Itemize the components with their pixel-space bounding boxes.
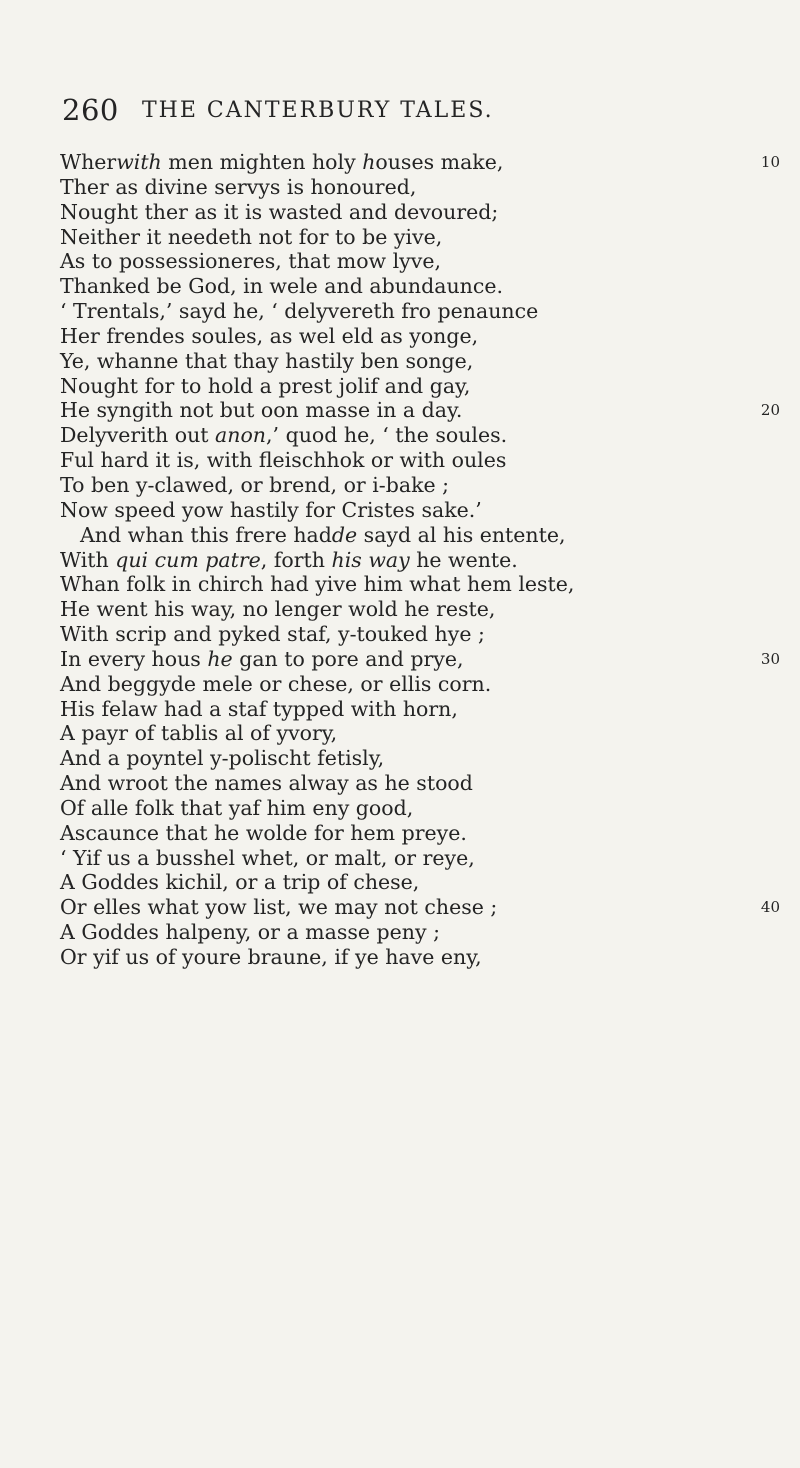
verse-line <box>60 697 780 722</box>
text-segment: Delyverith out <box>60 423 216 448</box>
text-segment: His felaw had a staf typped with horn, <box>60 696 458 721</box>
text-segment: Ascaunce that he wolde for hem preye. <box>60 820 467 845</box>
italic-segment: his way <box>331 547 410 572</box>
verse-line <box>60 622 780 647</box>
verse-line-text <box>60 697 458 721</box>
verse-line-text <box>60 895 497 919</box>
verse-line-text <box>60 622 485 646</box>
text-segment: With scrip and pyked staf, y-touked hye ; <box>60 622 485 647</box>
text-segment: He went his way, no lenger wold he reste, <box>60 597 496 622</box>
line-number: 40 <box>760 898 780 917</box>
verse-line-text <box>60 150 503 174</box>
verse-line-text <box>60 672 491 696</box>
verse-line <box>60 349 780 374</box>
verse-line-text <box>60 473 449 497</box>
verse-line-text <box>60 647 464 671</box>
verse-block <box>60 150 780 970</box>
text-segment: men mighten holy <box>161 150 363 174</box>
verse-line <box>60 572 780 597</box>
text-segment: Whan folk in chirch had yive him what hem leste, <box>60 572 575 597</box>
text-segment: Thanked be God, in wele and abundaunce. <box>60 274 503 299</box>
line-number: 20 <box>760 401 780 420</box>
text-segment: Wher <box>60 150 117 174</box>
text-segment: He syngith not but oon masse in a day. <box>60 398 463 423</box>
verse-line <box>60 498 780 523</box>
verse-line-text <box>60 448 506 472</box>
verse-line <box>60 821 780 846</box>
line-number: 30 <box>760 649 780 668</box>
verse-line-text <box>60 200 498 224</box>
verse-line-text <box>60 274 503 298</box>
verse-line <box>60 274 780 299</box>
text-segment: ‘ Yif us a busshel whet, or malt, or reye, <box>60 845 475 870</box>
text-segment: Of alle folk that yaf him eny good, <box>60 795 414 820</box>
verse-line-text <box>60 945 482 969</box>
verse-line <box>60 796 780 821</box>
verse-line-text <box>60 299 538 323</box>
text-segment: Or elles what yow list, we may not chese ; <box>60 895 498 920</box>
text-segment: ‘ Trentals,’ sayd he, ‘ delyvereth fro penaunce <box>60 299 539 324</box>
running-title: THE CANTERBURY TALES. <box>142 98 494 123</box>
verse-line <box>60 324 780 349</box>
verse-line <box>60 945 780 970</box>
text-segment: And a poyntel y-polischt fetisly, <box>60 746 385 771</box>
verse-line-text <box>60 374 470 398</box>
verse-line <box>60 548 780 573</box>
running-head <box>62 92 762 128</box>
text-segment: sayd al his entente, <box>357 522 566 547</box>
text-segment: he wente. <box>409 547 518 572</box>
verse-line-text <box>60 498 482 522</box>
verse-line <box>60 523 780 548</box>
line-number: 10 <box>760 153 780 171</box>
verse-line <box>60 150 780 175</box>
italic-segment: de <box>331 522 358 547</box>
verse-line <box>60 870 780 895</box>
text-segment: To ben y-clawed, or brend, or i-bake ; <box>60 472 450 497</box>
verse-line <box>60 597 780 622</box>
text-segment: Ther as divine servys is honoured, <box>60 174 417 199</box>
verse-line-text <box>60 920 440 944</box>
italic-segment: with <box>116 150 162 174</box>
text-segment: With <box>60 547 116 572</box>
verse-line <box>60 920 780 945</box>
italic-segment: qui cum patre <box>115 547 261 572</box>
verse-line <box>60 249 780 274</box>
verse-line-text <box>60 548 518 572</box>
verse-line <box>60 647 780 672</box>
verse-line <box>60 846 780 871</box>
verse-line <box>60 225 780 250</box>
text-segment: , forth <box>260 547 332 572</box>
text-segment: Neither it needeth not for to be yive, <box>60 224 443 249</box>
verse-line <box>60 398 780 423</box>
text-segment: And wroot the names alway as he stood <box>60 771 473 796</box>
text-segment: Now speed yow hastily for Cristes sake.’ <box>60 497 482 522</box>
text-segment: ,’ quod he, ‘ the soules. <box>266 423 508 448</box>
verse-line <box>60 473 780 498</box>
verse-line-text <box>60 597 495 621</box>
text-segment: In every hous <box>60 646 208 671</box>
verse-line-text <box>60 423 507 447</box>
text-segment: As to possessioneres, that mow lyve, <box>60 249 441 274</box>
verse-line-text <box>60 349 473 373</box>
page-number: 260 <box>62 93 119 127</box>
verse-line-text <box>60 870 419 894</box>
text-segment: Nought for to hold a prest jolif and gay, <box>60 373 471 398</box>
verse-line <box>60 200 780 225</box>
text-segment: gan to pore and prye, <box>232 646 464 671</box>
verse-line-text <box>60 225 442 249</box>
verse-line-text <box>60 175 416 199</box>
verse-line <box>60 175 780 200</box>
text-segment: And whan this frere had <box>80 522 332 547</box>
verse-line <box>60 746 780 771</box>
text-segment: A Goddes kichil, or a trip of chese, <box>60 870 420 895</box>
verse-line-text <box>60 324 478 348</box>
text-segment: Nought ther as it is wasted and devoured; <box>60 199 499 224</box>
verse-line-text <box>60 572 574 596</box>
verse-line-text <box>60 846 475 870</box>
verse-line-text <box>80 523 566 547</box>
italic-segment: h <box>362 150 376 174</box>
text-segment: A Goddes halpeny, or a masse peny ; <box>60 920 440 945</box>
verse-line <box>60 299 780 324</box>
verse-line <box>60 771 780 796</box>
verse-line-text <box>60 771 473 795</box>
text-segment: And beggyde mele or chese, or ellis corn. <box>60 671 492 696</box>
verse-line <box>60 448 780 473</box>
verse-line-text <box>60 398 462 422</box>
text-segment: Ye, whanne that thay hastily ben songe, <box>60 348 474 373</box>
verse-line <box>60 374 780 399</box>
text-segment: Her frendes soules, as wel eld as yonge, <box>60 323 479 348</box>
verse-line <box>60 423 780 448</box>
verse-line <box>60 895 780 920</box>
italic-segment: he <box>207 646 233 671</box>
verse-line-text <box>60 249 441 273</box>
text-segment: A payr of tablis al of yvory, <box>60 721 338 746</box>
text-segment: Or yif us of youre braune, if ye have eny, <box>60 945 482 969</box>
verse-line-text <box>60 721 337 745</box>
verse-line-text <box>60 796 413 820</box>
verse-line-text <box>60 746 384 770</box>
verse-line <box>60 721 780 746</box>
verse-line-text <box>60 821 467 845</box>
italic-segment: anon <box>215 423 267 448</box>
verse-line <box>60 672 780 697</box>
text-segment: ouses make, <box>375 150 504 174</box>
text-segment: Ful hard it is, with fleischhok or with oules <box>60 448 507 473</box>
